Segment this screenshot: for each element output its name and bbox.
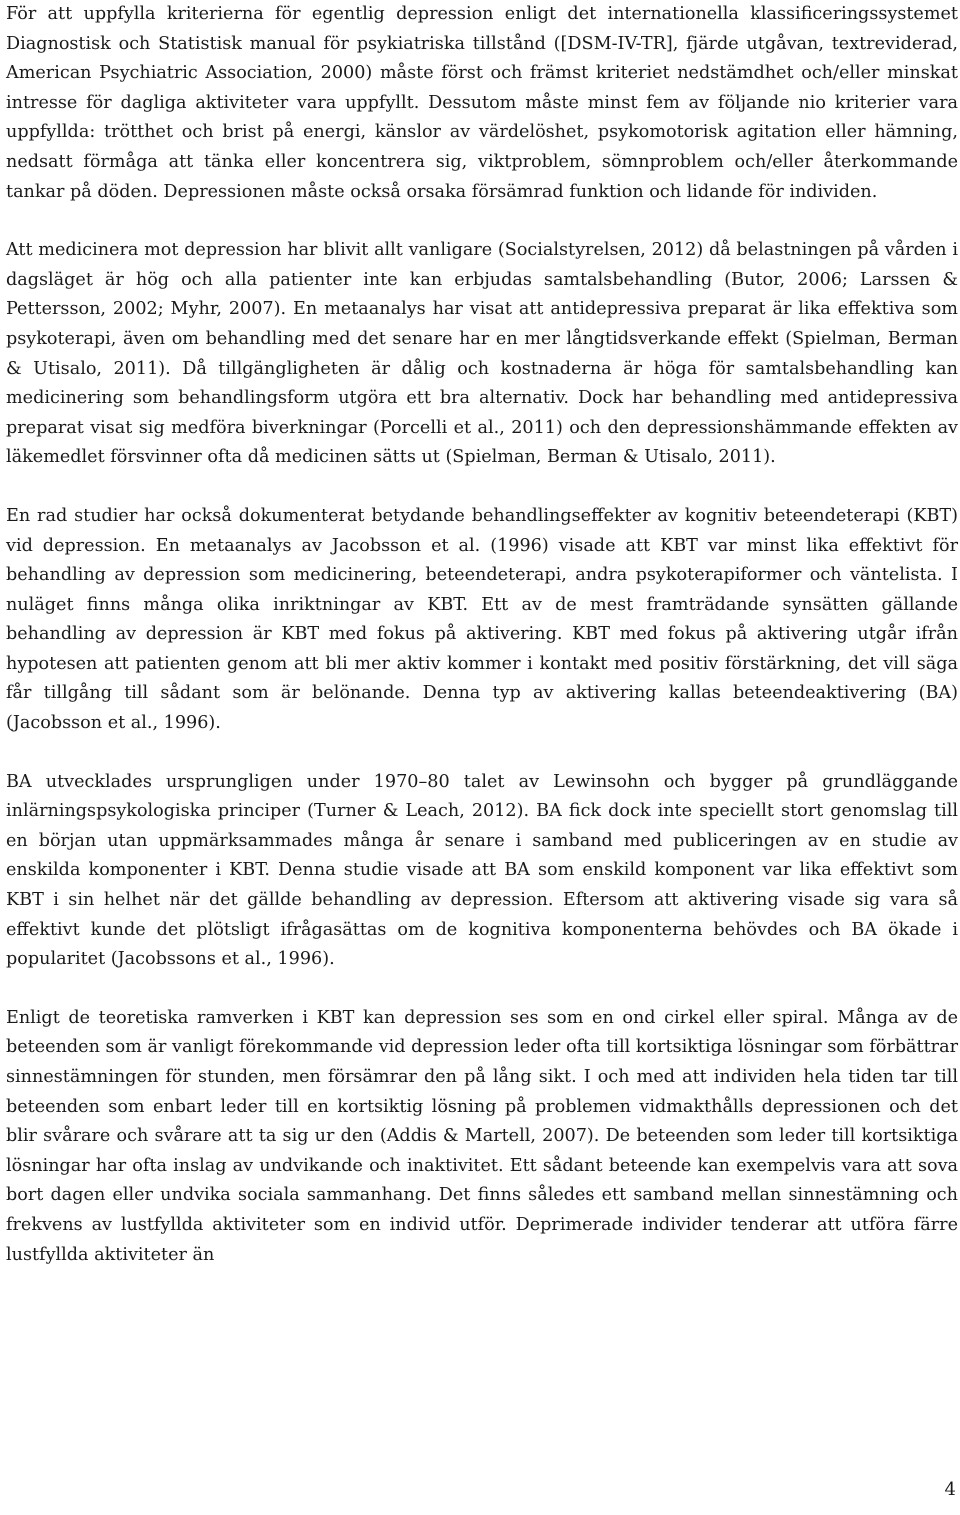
paragraph-gap (6, 473, 958, 502)
paragraph-kbt: En rad studier har också dokumenterat betydande behandlingseffekter av kognitiv beteendeterapi (KBT) vid depression. En metaanalys av Jacobsson et al. (1996) visade att KBT var minst lika effektivt för behandling av depression som medicinering, beteendeterapi, andra psykoterapiformer och väntelista. I nuläget finns många olika inriktningar av KBT. Ett av de mest framträdande synsätten gällande behandling av depression är KBT med fokus på aktivering. KBT med fokus på aktivering utgår ifrån hypotesen att patienten genom att bli mer aktiv kommer i kontakt med positiv förstärkning, det vill säga får tillgång till sådant som är belönande. Denna typ av aktivering kallas beteendeaktivering (BA) (Jacobsson et al., 1996). (6, 505, 958, 734)
paragraph-gap (6, 207, 958, 236)
page-number: 4 (944, 1479, 956, 1500)
paragraph-vicious-circle: Enligt de teoretiska ramverken i KBT kan depression ses som en ond cirkel eller spiral. Många av de beteenden som är vanligt förekommande vid depression leder ofta till kortsiktiga lösningar som förbättrar sinnestämningen för stunden, men försämrar den på lång sikt. I och med att individen hela tiden tar till beteenden som enbart leder till en kortsiktig lösning på problemen vidmakthålls depressionen och det blir svårare och svårare att ta sig ur den (Addis & Martell, 2007). De beteenden som leder till kortsiktiga lösningar har ofta inslag av undvikande och inaktivitet. Ett sådant beteende kan exempelvis vara att sova bort dagen eller undvika sociala sammanhang. Det finns således ett samband mellan sinnestämning och frekvens av lustfyllda aktiviteter som en individ utför. Deprimerade individer tenderar att utföra färre lustfyllda aktiviteter än (6, 1007, 958, 1265)
paragraph-gap (6, 739, 958, 768)
paragraph-dsm-criteria: För att uppfylla kriterierna för egentlig depression enligt det internationella klassificeringssystemet Diagnostisk och Statistisk manual för psykiatriska tillstånd ([DSM-IV-TR], fjärde utgåvan, textreviderad, American Psychiatric Association, 2000) måste först och främst kriteriet nedstämdhet och/eller minskat intresse för dagliga aktiviteter vara uppfyllt. Dessutom måste minst fem av följande nio kriterier vara uppfyllda: trötthet och brist på energi, känslor av värdelöshet, psykomotorisk agitation eller hämning, nedsatt förmåga att tänka eller koncentrera sig, viktproblem, sömnproblem och/eller återkommande tankar på döden. Depressionen måste också orsaka försämrad funktion och lidande för individen. (6, 4, 958, 202)
paragraph-medication: Att medicinera mot depression har blivit allt vanligare (Socialstyrelsen, 2012) då belastningen på vården i dagsläget är hög och alla patienter inte kan erbjudas samtalsbehandling (Butor, 2006; Larssen & Pettersson, 2002; Myhr, 2007). En metaanalys har visat att antidepressiva preparat är lika effektiva som psykoterapi, även om behandling med det senare har en mer långtidsverkande effekt (Spielman, Berman & Utisalo, 2011). Då tillgängligheten är dålig och kostnaderna är höga för samtalsbehandling kan medicinering som behandlingsform utgöra ett bra alternativ. Dock har behandling med antidepressiva preparat visat sig medföra biverkningar (Porcelli et al., 2011) och den depressionshämmande effekten av läkemedlet försvinner ofta då medicinen sätts ut (Spielman, Berman & Utisalo, 2011). (6, 240, 958, 468)
paragraph-gap (6, 975, 958, 1004)
paragraph-ba-history: BA utvecklades ursprungligen under 1970–80 talet av Lewinsohn och bygger på grundläggande inlärningspsykologiska principer (Turner & Leach, 2012). BA fick dock inte speciellt stort genomslag till en början utan uppmärksammades många år senare i samband med publiceringen av en studie av enskilda komponenter i KBT. Denna studie visade att BA som enskild komponent var lika effektivt som KBT i sin helhet när det gällde behandling av depression. Eftersom att aktivering visade sig vara så effektivt kunde det plötsligt ifrågasättas om de kognitiva komponenterna behövdes och BA ökade i popularitet (Jacobssons et al., 1996). (6, 771, 958, 970)
body-text (6, 0, 958, 1270)
